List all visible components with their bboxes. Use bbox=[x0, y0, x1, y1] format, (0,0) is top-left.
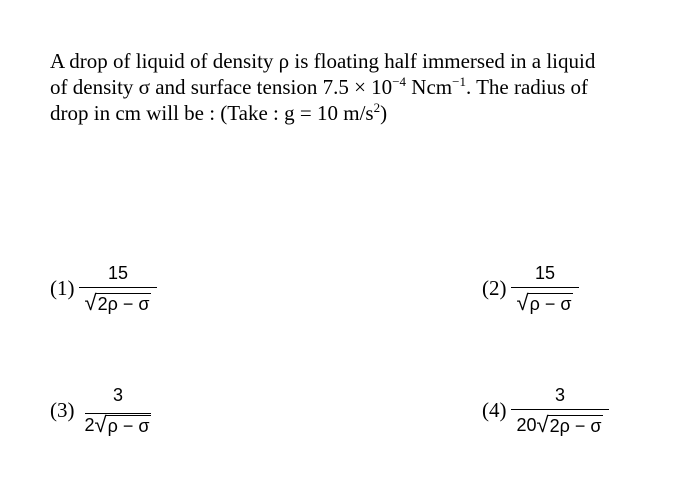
fraction bbox=[79, 262, 158, 314]
coefficient: 20 bbox=[516, 415, 537, 435]
numerator: 15 bbox=[534, 263, 555, 283]
radical-sign-icon: √ bbox=[536, 412, 549, 437]
radicand: 2ρ − σ bbox=[549, 416, 602, 436]
numerator: 3 bbox=[554, 385, 565, 405]
denominator bbox=[79, 287, 158, 314]
exponent: −1 bbox=[452, 74, 466, 89]
denominator bbox=[511, 287, 580, 314]
radical-sign-icon: √ bbox=[94, 412, 107, 437]
square-root bbox=[95, 413, 152, 436]
square-root bbox=[537, 414, 604, 436]
denominator bbox=[79, 409, 158, 436]
option-label: (4) bbox=[482, 397, 507, 422]
radicand: 2ρ − σ bbox=[97, 294, 150, 314]
radical-sign-icon: √ bbox=[516, 290, 529, 315]
question-line-1: A drop of liquid of density ρ is floating half immersed in a liquid bbox=[50, 49, 596, 73]
option-label: (3) bbox=[50, 397, 75, 422]
fraction bbox=[511, 262, 580, 314]
question-line-3: drop in cm will be : (Take : g = 10 $m/s^2$) bbox=[50, 100, 388, 125]
denominator bbox=[511, 409, 610, 436]
radical-sign-icon: √ bbox=[84, 290, 97, 315]
square-root bbox=[517, 292, 574, 314]
option-1[interactable] bbox=[50, 262, 157, 314]
option-2[interactable] bbox=[482, 262, 579, 314]
option-label: (2) bbox=[482, 275, 507, 300]
numerator: 15 bbox=[107, 263, 128, 283]
coefficient: 2 bbox=[84, 415, 95, 435]
exponent: 2 bbox=[373, 100, 381, 115]
option-3[interactable] bbox=[50, 384, 157, 436]
radicand: ρ − σ bbox=[529, 294, 572, 314]
question-line-2: of density σ and surface tension $7.5 \times 10^{-4}$ Ncm$^{-1}$. The radius of bbox=[50, 74, 589, 99]
square-root bbox=[85, 292, 152, 314]
fraction bbox=[511, 384, 610, 436]
exponent: −4 bbox=[392, 74, 407, 89]
fraction bbox=[79, 384, 158, 436]
option-label: (1) bbox=[50, 275, 75, 300]
question-text bbox=[50, 48, 660, 126]
option-4[interactable] bbox=[482, 384, 609, 436]
radicand: ρ − σ bbox=[107, 416, 150, 436]
numerator: 3 bbox=[112, 385, 123, 405]
